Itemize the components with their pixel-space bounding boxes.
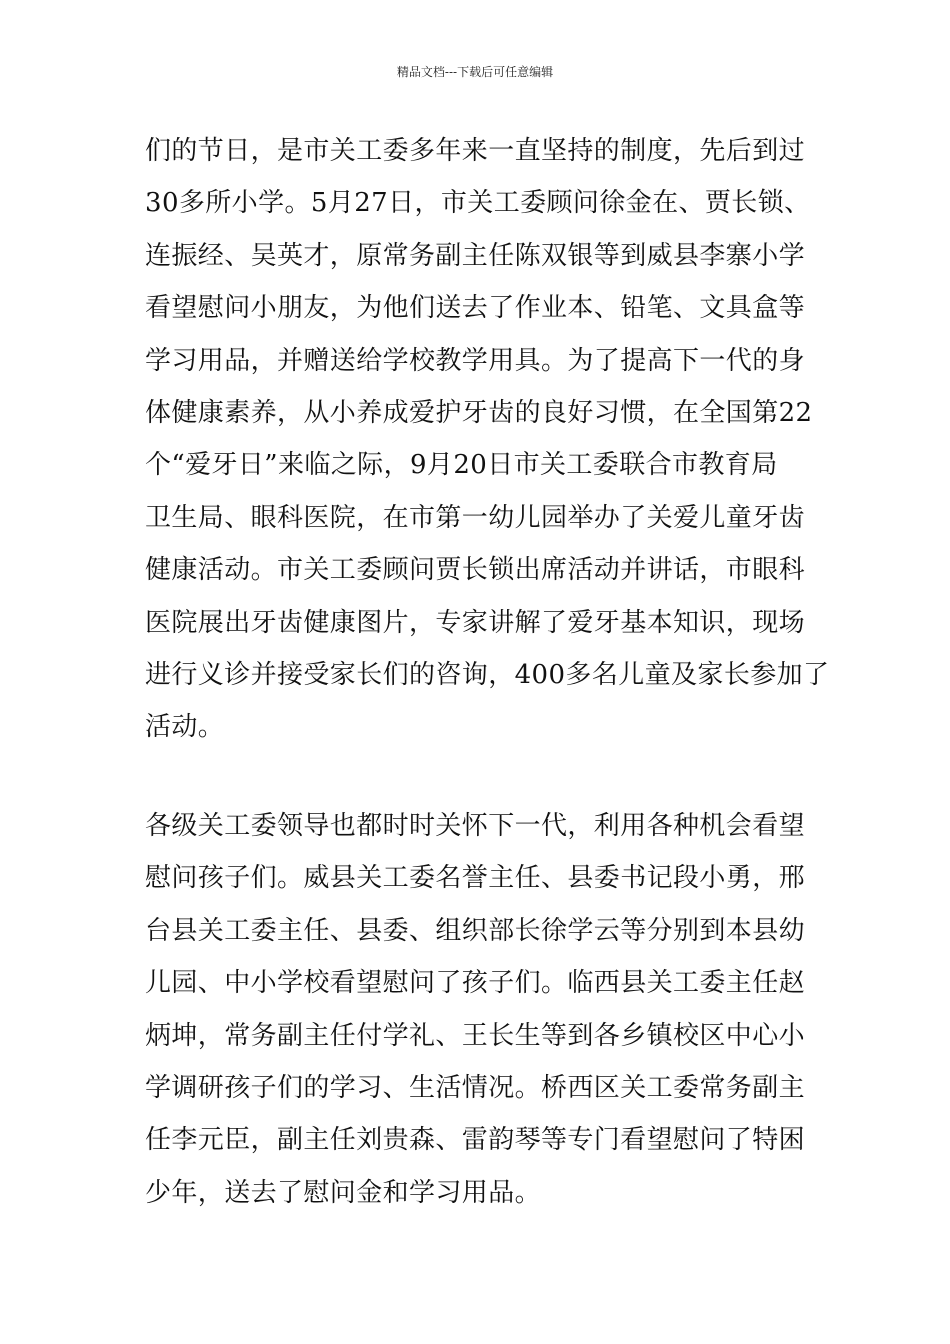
text-line: 看望慰问小朋友，为他们送去了作业本、铅笔、文具盒等 xyxy=(145,293,806,324)
paragraph-2 xyxy=(145,800,810,1219)
text-line: 30多所小学。5月27日，市关工委顾问徐金在、贾长锁、 xyxy=(145,188,811,219)
text-line: 个“爱牙日”来临之际，9月20日市关工委联合市教育局 xyxy=(145,450,778,481)
page-header: 精品文档---下载后可任意编辑 xyxy=(396,65,554,79)
text-line: 任李元臣，副主任刘贵森、雷韵琴等专门看望慰问了特困 xyxy=(145,1125,806,1156)
text-line: 活动。 xyxy=(145,712,225,743)
text-line: 医院展出牙齿健康图片，专家讲解了爱牙基本知识，现场 xyxy=(145,607,806,638)
text-line: 台县关工委主任、县委、组织部长徐学云等分别到本县幼 xyxy=(145,915,806,946)
text-line: 慰问孩子们。威县关工委名誉主任、县委书记段小勇，邢 xyxy=(145,863,806,894)
text-line: 学习用品，并赠送给学校教学用具。为了提高下一代的身 xyxy=(145,345,806,376)
text-line: 们的节日，是市关工委多年来一直坚持的制度，先后到过 xyxy=(145,136,806,166)
paragraph-1 xyxy=(145,125,830,754)
text-line: 儿园、中小学校看望慰问了孩子们。临西县关工委主任赵 xyxy=(145,968,806,999)
text-line: 健康活动。市关工委顾问贾长锁出席活动并讲话，市眼科 xyxy=(145,555,806,586)
text-line: 各级关工委领导也都时时关怀下一代，利用各种机会看望 xyxy=(145,811,806,841)
text-line: 炳坤，常务副主任付学礼、王长生等到各乡镇校区中心小 xyxy=(145,1020,806,1051)
text-line: 进行义诊并接受家长们的咨询，400多名儿童及家长参加了 xyxy=(145,659,830,690)
text-line: 卫生局、眼科医院，在市第一幼儿园举办了关爱儿童牙齿 xyxy=(145,502,806,533)
text-line: 学调研孩子们的学习、生活情况。桥西区关工委常务副主 xyxy=(145,1072,806,1103)
text-line: 体健康素养，从小养成爱护牙齿的良好习惯，在全国第22 xyxy=(145,397,813,428)
text-line: 连振经、吴英才，原常务副主任陈双银等到威县李寨小学 xyxy=(145,240,806,271)
text-line: 少年，送去了慰问金和学习用品。 xyxy=(145,1177,542,1208)
